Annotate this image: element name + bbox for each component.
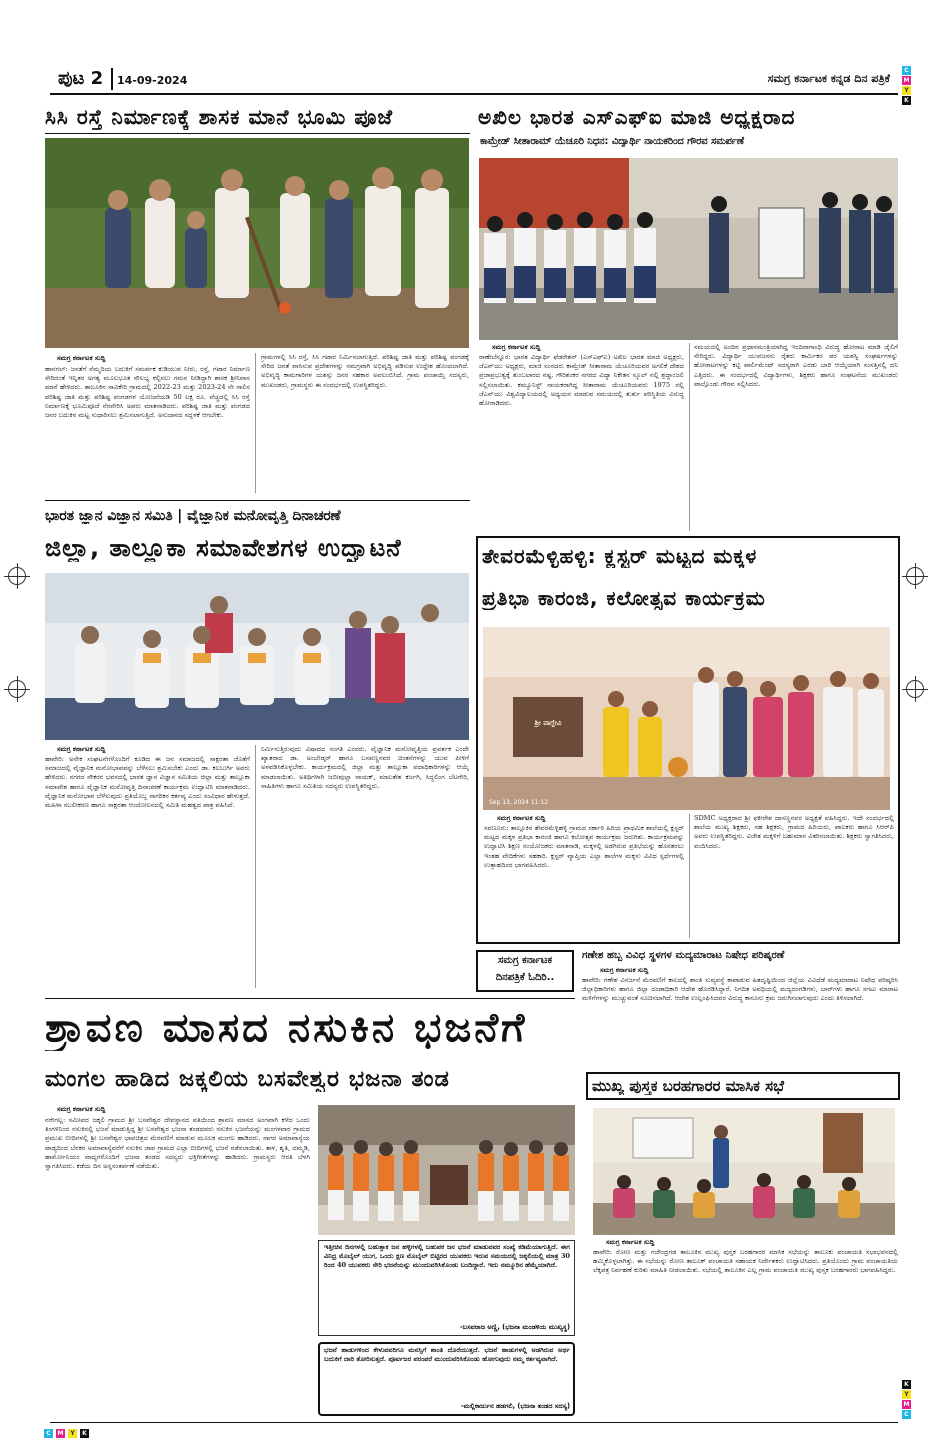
story7-headline: ಮುಖ್ಯ ಪುಸ್ತಕ ಬರಹಗಾರರ ಮಾಸಿಕ ಸಭೆ bbox=[592, 1077, 784, 1095]
story2-col2: ಸಮಯದಲ್ಲಿ ಅಂದಿನ ಪ್ರಧಾನಮಂತ್ರಿಯಾಗಿದ್ದ ಇಂದಿರಾಗಾಂಧಿ ವಿರುದ್ಧ ಹೋರಾಟ ಮಾಡಿ ಜೈಲಿಗೆ ಸೇರಿದ್ದರು. ವಿದ್ಯಾರ್ಥಿ ಯುವಜನರು ರೈತರು ಕಾರ್ಮಿಕರ ಪರ ಯಶಸ್ವಿ ಸಂಘರ್ಷಗಳನ್ನು ಹೋರಾಟಗಳನ್ನು ಕಟ್ಟಿ ಪಾರ್ಲಿಮೆಂಟ್ ಸದಸ್ಯರಾಗಿ ಎರಡು ಬಾರಿ ಆಯ್ಕೆಯಾಗಿ ಸಂಸತ್ತಿನಲ್ಲಿ ದನಿ ಎತ್ತಿದರು. ಈ ಸಂದರ್ಭದಲ್ಲಿ ವಿದ್ಯಾರ್ಥಿಗಳು, ಶಿಕ್ಷಕರು ಹಾಗೂ ಸಂಘಟನೆಯ ಮುಖಂಡರು ಪಾಲ್ಗೊಂಡು ಗೌರವ ಸಲ್ಲಿಸಿದರು. bbox=[694, 343, 898, 388]
story7-body: ಹಾವೇರಿ: ರೋಣ ಮತ್ತು ಗಜೇಂದ್ರಗಡ ತಾಲೂಕಿನ ಮುಖ್ಯ ಪುಸ್ತಕ ಬರಹಗಾರರ ಮಾಸಿಕ ಸಭೆಯನ್ನು ತಾಲೂಕು ಪಂಚಾಯತಿ ಸಭಾಭವನದಲ್ಲಿ ಹಮ್ಮಿಕೊಳ್ಳಲಾಗಿತ್ತು. ಈ ಸಭೆಯನ್ನು ರೋಣ ತಾಲೂಕ್ ಪಂಚಾಯತಿ ಸಹಾಯಕ ನಿರ್ದೇಶಕರು ಉದ್ಘಾಟಿಸಿದರು. ಪ್ರತಿಯೊಂದು ಗ್ರಾಮ ಪಂಚಾಯತಿಯ ಲೆಕ್ಕಪತ್ರ ನಿರ್ವಹಣೆ ಕುರಿತು ಮಾಹಿತಿ ನೀಡಲಾಯಿತು. ಸಭೆಯಲ್ಲಿ ತಾಲೂಕಿನ ಎಲ್ಲ ಗ್ರಾಮ ಪಂಚಾಯತಿ ಮುಖ್ಯ ಪುಸ್ತಕ ಬರಹಗಾರರು ಭಾಗವಹಿಸಿದ್ದರು. bbox=[593, 1248, 898, 1275]
story1-col1: ಹಾನಗಲ್: ಜನತೆಗೆ ನೆಮ್ಮದಿಯ ಬದುಕಿಗೆ ಸಮರ್ಪಕ ಕುಡಿಯುವ ನೀರು, ರಸ್ತೆ, ಗಟಾರ ನಿರ್ಮಾಣ ಸೇರಿದಂತೆ ಇನ್ನಿತರ ಅಗತ್ಯ ಮೂಲಭೂತ ಸೌಲಭ್ಯ ಕಲ್ಪಿಸಲು ಗಮನ ನೀಡಿದ್ದಾಗಿ ಶಾಸಕ ಶ್ರೀನಿವಾಸ ಮಾನೆ ಹೇಳಿದರು. ತಾಲೂಕಿನ ಸಾವಿಕೇರಿ ಗ್ರಾಮದಲ್ಲಿ 2022-23 ಮತ್ತು 2023-24 ನೇ ಸಾಲಿನ ಪರಿಶಿಷ್ಟ ಜಾತಿ ಮತ್ತು ಪರಿಶಿಷ್ಟ ಪಂಗಡಗಳ ಯೋಜನೆಯಡಿ 50 ಲಕ್ಷ ರೂ. ವೆಚ್ಚದಲ್ಲಿ ಸಿಸಿ ರಸ್ತೆ ನಿರ್ಮಾಣಕ್ಕೆ ಭೂಮಿಪೂಜೆ ನೆರವೇರಿಸಿ ಅವರು ಮಾತನಾಡಿದರು. ಪರಿಶಿಷ್ಟ ಜಾತಿ ಮತ್ತು ಪಂಗಡದ ಜನರ ಬದುಕಿನ ಮಟ್ಟ ಸುಧಾರಿಸಲು ಶ್ರಮಿಸಲಾಗುತ್ತಿದೆ. ಅನುದಾನದ ಸದ್ಬಳಕೆ ಆಗಬೇಕು. bbox=[45, 365, 250, 420]
story1-col2: ಗ್ರಾಮಗಳಲ್ಲಿ ಸಿಸಿ ರಸ್ತೆ, ಸಿಸಿ ಗಟಾರ ನಿರ್ಮಿಸಲಾಗುತ್ತಿದೆ. ಪರಿಶಿಷ್ಟ ಜಾತಿ ಮತ್ತು ಪರಿಶಿಷ್ಟ ಪಂಗಡಕ್ಕೆ ಸೇರಿದ ಜನತೆ ವಾಸಿಸುವ ಪ್ರದೇಶಗಳನ್ನು ಸಮಗ್ರವಾಗಿ ಅಭಿವೃದ್ಧಿ ಪಡಿಸುವ ಉದ್ದೇಶ ಹೊಂದಲಾಗಿದೆ. ಅಭಿವೃದ್ಧಿ ಕಾಮಗಾರಿಗಳ ಯಶಸ್ಸು ಜನರ ಸಹಕಾರ ಅವಲಂಬಿಸಿದೆ. ಗ್ರಾಮ ಪಂಚಾಯ್ತಿ ಸದಸ್ಯರು, ಮುಖಂಡರು, ಗ್ರಾಮಸ್ಥರು ಈ ಸಂದರ್ಭದಲ್ಲಿ ಉಪಸ್ಥಿತರಿದ್ದರು. bbox=[261, 353, 469, 389]
registration-mark-left bbox=[8, 567, 26, 585]
registration-mark-left-2 bbox=[8, 680, 26, 698]
cmyk-m-bottom: M bbox=[903, 1401, 910, 1408]
story2-byline: ಸಮಗ್ರ ಕರ್ನಾಟಕ ಸುದ್ದಿ bbox=[492, 343, 541, 351]
story6-photo bbox=[318, 1105, 575, 1235]
cmyk-m: M bbox=[903, 77, 910, 84]
cmyk-c-bottom: C bbox=[902, 1410, 911, 1419]
promo-line-2: ದಿನಪತ್ರಿಕೆ ಓದಿರಿ.. bbox=[495, 972, 555, 983]
story1-byline: ಸಮಗ್ರ ಕರ್ನಾಟಕ ಸುದ್ದಿ bbox=[57, 354, 106, 362]
story5-body: ಹಾವೇರಿ: ಗಣೇಶ ವಿಸರ್ಜನೆ ಮೆರವಣಿಗೆ ಕಾಲದಲ್ಲಿ ಶಾಂತಿ ಸುವ್ಯವಸ್ಥೆ ಕಾಪಾಡುವ ಹಿತದೃಷ್ಟಿಯಿಂದ ಜಿಲ್ಲೆಯ ವಿವಿಧೆಡೆ ಮದ್ಯಮಾರಾಟ ನಿಷೇಧ ಪರಿಷ್ಕರಿಸಿ ಜಿಲ್ಲಾಧಿಕಾರಿಗಳು ಹಾಗೂ ಜಿಲ್ಲಾ ದಂಡಾಧಿಕಾರಿ ಆದೇಶ ಹೊರಡಿಸಿದ್ದಾರೆ. ನಿಗದಿತ ಅವಧಿಯಲ್ಲಿ ಮದ್ಯದಂಗಡಿಗಳು, ಬಾರ್‌ಗಳು ಹಾಗೂ ಸಗಟು ಮಾರಾಟ ಮಳಿಗೆಗಳನ್ನು ಮುಚ್ಚುವಂತೆ ಸೂಚಿಸಲಾಗಿದೆ. ಆದೇಶ ಉಲ್ಲಂಘಿಸಿದವರ ವಿರುದ್ಧ ಕಾನೂನು ಕ್ರಮ ಜರುಗಿಸಲಾಗುವುದು ಎಂದು ತಿಳಿಸಲಾಗಿದೆ. bbox=[582, 976, 898, 1003]
story6-headline-2: ಮಂಗಲ ಹಾಡಿದ ಜಕ್ಕಲಿಯ ಬಸವೇಶ್ವರ ಭಜನಾ ತಂಡ bbox=[45, 1066, 450, 1092]
story6-quote1: ಇತ್ತೀಚಿನ ದಿನಗಳಲ್ಲಿ ಬಹುತ್ತಾಕ ಜನ ಹಳ್ಳಿಗಳಲ್ಲಿ ಬಹುಪಕ ಜನ ಭಜನೆ ಮಾಡುವವರ ಸಂಖ್ಯೆ ಕಡಿಮೆಯಾಗುತ್ತಿದೆ. ಈಗ ವಿನಿಧ್ರ ಮೊಬೈಲ್ ಯುಗ, ಒಂದು ಕ್ಷಣ ಮೊಬೈಲ್ ಬಿಟ್ಟಿರದ ಯುವಕರು ಇರುವ ಸಮಯದಲ್ಲಿ ಜಕ್ಕಲಿಯಲ್ಲಿ ಮಾತ್ರ 30 ರಿಂದ 40 ಯುವಕರು ಸೇರಿ ಭಜನೆಯನ್ನು ಮುಂದುವರಿಸಿಕೊಂಡು ಬಂದಿದ್ದಾರೆ. ಇದು ನಮ್ಮೂರಿನ ಹೆಮ್ಮೆಯಾಗಿದೆ. bbox=[324, 1243, 570, 1270]
registration-mark-right-2 bbox=[906, 680, 924, 698]
masthead-rule bbox=[50, 93, 898, 95]
story1-photo bbox=[45, 138, 469, 348]
story7-photo bbox=[593, 1108, 895, 1235]
story5-headline: ಗಣೇಶ ಹಬ್ಬ ವಿವಿಧ ಸ್ಥಳಗಳ ಮದ್ಯಮಾರಾಟ ನಿಷೇಧ ಪರಿಷ್ಕರಣೆ bbox=[582, 950, 785, 961]
story6-headline-1: ಶ್ರಾವಣ ಮಾಸದ ನಸುಕಿನ ಭಜನೆಗೆ bbox=[45, 1005, 528, 1051]
story6-body: ನರೇಗಲ್ಲ: ಸಮೀಪದ ಜಕ್ಕಲಿ ಗ್ರಾಮದ ಶ್ರೀ ಬಸವೇಶ್ವರ ದೇವಸ್ಥಾನದ ವತಿಯಿಂದ ಶ್ರಾವಣ ಮಾಸದ ಅಂಗವಾಗಿ ಕಳೆದ ಒಂದು ತಿಂಗಳಿನಿಂದ ನಸುಕಿನಲ್ಲಿ ಭಜನೆ ಮಾಡುತ್ತಿದ್ದ ಶ್ರೀ ಬಸವೇಶ್ವರ ಭಜನಾ ತಂಡದವರು ನಸುಕಿನ ಭಜನೆಯನ್ನು ಮಂಗಳವಾರ ಗ್ರಾಮದ ಪ್ರಮುಖ ಬೀದಿಗಳಲ್ಲಿ ಶ್ರೀ ಬಸವೇಶ್ವರ ಭಾವಚಿತ್ರದ ಮೆರವಣಿಗೆ ಮಾಡುವ ಮೂಲಕ ಮಂಗಲ ಹಾಡಿದರು. ನಾಗರ ಅಮಾವಾಸ್ಯೆಯ ಪಾಡ್ಯದಿಂದ ಬೆನಕನ ಅಮಾವಾಸ್ಯೆವರೆಗೆ ನಸುಕಿನ ಜಾವ ಗ್ರಾಮದ ಎಲ್ಲಾ ಬೀದಿಗಳಲ್ಲಿ ಭಜನೆ ನಡೆಸಲಾಯಿತು. ತಾಳ, ಶೃತಿ, ದಮ್ಮಡಿ, ಹಾರ್ಮೋನಿಯಂ ವಾದ್ಯಗಳೊಂದಿಗೆ ಭಜನಾ ತಂಡದ ಸದಸ್ಯರು ಭಕ್ತಿಗೀತೆಗಳನ್ನು ಹಾಡಿದರು. ಗ್ರಾಮಸ್ಥರು ಆರತಿ ಬೆಳಗಿ ಸ್ವಾಗತಿಸಿದರು. ಕಡೆಯ ದಿನ ಅನ್ನಸಂತರ್ಪಣೆ ನಡೆಯಿತು. bbox=[45, 1116, 310, 1171]
story4-col1: ಸವಣೂರು: ತಾಲ್ಲೂಕಿನ ತೇವರಮೆಳ್ಳಿಹಳ್ಳಿ ಗ್ರಾಮದ ಸರ್ಕಾರಿ ಹಿರಿಯ ಪ್ರಾಥಮಿಕ ಶಾಲೆಯಲ್ಲಿ ಕ್ಲಸ್ಟರ್ ಮಟ್ಟದ ಮಕ್ಕಳ ಪ್ರತಿಭಾ ಕಾರಂಜಿ ಹಾಗೂ ಕಲೋತ್ಸವ ಕಾರ್ಯಕ್ರಮ ಜರುಗಿತು. ಕಾರ್ಯಕ್ರಮವನ್ನು ಉದ್ಘಾಟಿಸಿ ಶಿಕ್ಷಣ ಸಂಯೋಜಕರು ಮಾತನಾಡಿ, ಮಕ್ಕಳಲ್ಲಿ ಅಡಗಿರುವ ಪ್ರತಿಭೆಯನ್ನು ಹೊರತರಲು ಇಂತಹ ವೇದಿಕೆಗಳು ಸಹಕಾರಿ. ಕ್ಲಸ್ಟರ್ ವ್ಯಾಪ್ತಿಯ ಎಲ್ಲಾ ಶಾಲೆಗಳ ಮಕ್ಕಳು ವಿವಿಧ ಸ್ಪರ್ಧೆಗಳಲ್ಲಿ ಉತ್ಸಾಹದಿಂದ ಭಾಗವಹಿಸಿದರು. bbox=[484, 824, 684, 869]
cmyk-y-left: Y bbox=[68, 1429, 77, 1438]
story3-byline: ಸಮಗ್ರ ಕರ್ನಾಟಕ ಸುದ್ದಿ bbox=[57, 745, 106, 753]
cmyk-k-left: K bbox=[80, 1429, 89, 1438]
story6-quote1-attribution: -ಬಸವರಾಜ ಅಣ್ಣಿ, (ಭಜನಾ ಮಂಡಳಿಯ ಮುಖ್ಯಸ್ಥ) bbox=[459, 1323, 570, 1331]
story4-col2: SDMC ಅಧ್ಯಕ್ಷರಾದ ಶ್ರೀ ಫಕೀರೇಶ ದಾಸಣ್ಣನವರ ಅಧ್ಯಕ್ಷತೆ ವಹಿಸಿದ್ದರು. ಇದೇ ಸಂದರ್ಭದಲ್ಲಿ ಶಾಲೆಯ ಮುಖ್ಯ ಶಿಕ್ಷಕರು, ಸಹ ಶಿಕ್ಷಕರು, ಗ್ರಾಮದ ಹಿರಿಯರು, ಪಾಲಕರು ಹಾಗೂ ಸಿಆರ್‌ಪಿ ಅವರು ಉಪಸ್ಥಿತರಿದ್ದರು. ವಿಜೇತ ಮಕ್ಕಳಿಗೆ ಬಹುಮಾನ ವಿತರಿಸಲಾಯಿತು. ಶಿಕ್ಷಕರು ಸ್ವಾಗತಿಸಿದರು, ವಂದಿಸಿದರು. bbox=[694, 814, 894, 850]
cmyk-y: Y bbox=[902, 86, 911, 95]
story6-quote2-attribution: -ಮಲ್ಲಿಕಾರ್ಜುನ ಹಡಗಲಿ, (ಭಜನಾ ತಂಡದ ಸದಸ್ಯ) bbox=[460, 1402, 570, 1410]
story2-photo bbox=[479, 158, 898, 340]
story6-quote2: ಭಜನೆ ಹಾಡುಗಳಿಂದ ಕೇಳುವವರಿಗೂ ಮನಸ್ಸಿಗೆ ಶಾಂತಿ ದೊರೆಯುತ್ತದೆ. ಭಜನೆ ಹಾಡುಗಳಲ್ಲಿ ಅಡಗಿರುವ ಅರ್ಥ ಬದುಕಿಗೆ ದಾರಿ ತೋರಿಸುತ್ತದೆ. ಪೂರ್ವಜರ ಪರಂಪರೆ ಮುಂದುವರಿಸಿಕೊಂಡು ಹೋಗುವುದು ನಮ್ಮ ಕರ್ತವ್ಯವಾಗಿದೆ. bbox=[324, 1346, 570, 1364]
cmyk-c-left: C bbox=[44, 1429, 53, 1438]
story5-byline: ಸಮಗ್ರ ಕರ್ನಾಟಕ ಸುದ್ದಿ bbox=[600, 966, 649, 974]
registration-mark-right bbox=[906, 567, 924, 585]
story3-photo bbox=[45, 573, 469, 740]
story4-byline: ಸಮಗ್ರ ಕರ್ನಾಟಕ ಸುದ್ದಿ bbox=[497, 814, 546, 822]
cmyk-m-left: M bbox=[57, 1430, 64, 1437]
story2-subhead: ಕಾಮ್ರೇಡ್ ಸೀತಾರಾಮ್ ಯೆಚೂರಿ ನಿಧನ: ವಿದ್ಯಾರ್ಥಿ ನಾಯಕರಿಂದ ಗೌರವ ಸಮರ್ಪಣೆ bbox=[480, 136, 744, 147]
paper-name: ಸಮಗ್ರ ಕರ್ನಾಟಕ ಕನ್ನಡ ದಿನ ಪತ್ರಿಕೆ bbox=[767, 72, 890, 85]
cmyk-y-bottom: Y bbox=[902, 1390, 911, 1399]
promo-line-1: ಸಮಗ್ರ ಕರ್ನಾಟಕ bbox=[498, 955, 552, 966]
story4-photo bbox=[483, 627, 890, 810]
story2-col1: ರಾಣೇಬೆನ್ನೂರ: ಭಾರತ ವಿದ್ಯಾರ್ಥಿ ಫೆಡರೇಶನ್ (ಎಸ್‌ಎಫ್‌ಐ) ಅಖಿಲ ಭಾರತ ಮಾಜಿ ಅಧ್ಯಕ್ಷರು, ಜೆಎನ್‌ಯು ಅಧ್ಯಕ್ಷರು, ಮಾಜಿ ಸಂಸದರು ಕಾಮ್ರೇಡ್ ಸೀತಾರಾಮ ಯೆಚೂರಿಯವರ ಅಗಲಿಕೆ ದೇಶದ ಪ್ರಜಾಪ್ರಭುತ್ವಕ್ಕೆ ತುಂಬಲಾರದ ನಷ್ಟ. ಗೌರಿಶಂಕರ ನಗರದ ವಿದ್ಯಾ ನಿಕೇತನ ಸ್ಕೂಲ್ ನಲ್ಲಿ ಶ್ರದ್ಧಾಂಜಲಿ ಸಲ್ಲಿಸಲಾಯಿತು. ಕಮ್ಯೂನಿಸ್ಟ್ ನಾಯಕರಾಗಿದ್ದ ಸೀತಾರಾಮ ಯೆಚೂರಿಯವರು 1975 ರಲ್ಲಿ ಜೆಎನ್‌ಯು ವಿಶ್ವವಿದ್ಯಾಲಯದಲ್ಲಿ ಅಧ್ಯಯನ ಮಾಡುವ ಸಮಯದಲ್ಲಿ ತುರ್ತು ಪರಿಸ್ಥಿತಿಯ ವಿರುದ್ಧ ಹೋರಾಡಿದರು. bbox=[479, 353, 684, 408]
page-date: 14-09-2024 bbox=[117, 74, 188, 87]
story2-headline: ಅಖಿಲ ಭಾರತ ಎಸ್‌ಎಫ್‌ಐ ಮಾಜಿ ಅಧ್ಯಕ್ಷರಾದ bbox=[478, 105, 796, 129]
masthead-divider bbox=[111, 68, 113, 90]
story4-banner-text: ಶ್ರೀ ವಾಗ್ದೇವಿ bbox=[534, 719, 562, 727]
story7-byline: ಸಮಗ್ರ ಕರ್ನಾಟಕ ಸುದ್ದಿ bbox=[606, 1238, 655, 1246]
cmyk-c: C bbox=[902, 66, 911, 75]
story4-photo-timestamp: Sep 13, 2024 11:12 bbox=[489, 799, 549, 806]
story4-headline-2: ಪ್ರತಿಭಾ ಕಾರಂಜಿ, ಕಲೋತ್ಸವ ಕಾರ್ಯಕ್ರಮ bbox=[482, 586, 766, 610]
story3-col1: ಹಾವೇರಿ: ಅನೇಕ ಸಂಘಟನೆಗಳೊಂದಿಗೆ ಕೂಡಿದ ಈ ಜನ ಸಮಾಜದಲ್ಲಿ ಸಾಕ್ಷರತಾ ಜೊತೆಗೆ ಸಮಾಜದಲ್ಲಿ ವೈಜ್ಞಾನಿಕ ಮನೋಭಾವವನ್ನು ಬೆಳೆಸಲು ಶ್ರಮಿಸಬೇಕು ಎಂದು ಡಾ. ಕಲಬುರ್ಗಿ ಅವರು ಹೇಳಿದರು. ನಗರದ ನೌಕರರ ಭವನದಲ್ಲಿ ಭಾರತ ಜ್ಞಾನ ವಿಜ್ಞಾನ ಸಮಿತಿಯ ಜಿಲ್ಲಾ ಮತ್ತು ತಾಲ್ಲೂಕಾ ಸಮಾವೇಶ ಹಾಗೂ ವೈಜ್ಞಾನಿಕ ಮನೋವೃತ್ತಿ ದಿನಾಚರಣೆ ಕಾರ್ಯಕ್ರಮ ಉದ್ಘಾಟಿಸಿ ಮಾತನಾಡಿದರು. ವೈಜ್ಞಾನಿಕ ಮನೋಭಾವ ಬೆಳೆಸುವುದು ಪ್ರತಿಯೊಬ್ಬ ನಾಗರಿಕನ ಕರ್ತವ್ಯ ಎಂದು ಸಂವಿಧಾನ ಹೇಳುತ್ತದೆ. ಮಹಿಳಾ ಸಬಲೀಕರಣ ಹಾಗೂ ಸಾಕ್ಷರತಾ ಆಂದೋಲನದಲ್ಲಿ ಸಮಿತಿ ಮಹತ್ವದ ಪಾತ್ರ ವಹಿಸಿದೆ. bbox=[45, 755, 250, 810]
story6-byline: ಸಮಗ್ರ ಕರ್ನಾಟಕ ಸುದ್ದಿ bbox=[57, 1105, 106, 1113]
cmyk-k: K bbox=[902, 96, 911, 105]
story3-kicker: ಭಾರತ ಜ್ಞಾನ ವಿಜ್ಞಾನ ಸಮಿತಿ | ವೈಜ್ಞಾನಿಕ ಮನೋವೃತ್ತಿ ದಿನಾಚರಣೆ bbox=[45, 508, 341, 524]
story3-headline: ಜಿಲ್ಲಾ, ತಾಲ್ಲೂಕಾ ಸಮಾವೇಶಗಳ ಉದ್ಘಾಟನೆ bbox=[45, 534, 402, 562]
cmyk-k-bottom: K bbox=[902, 1380, 911, 1389]
story1-headline: ಸಿಸಿ ರಸ್ತೆ ನಿರ್ಮಾಣಕ್ಕೆ ಶಾಸಕ ಮಾನೆ ಭೂಮಿ ಪೂಜೆ bbox=[45, 105, 394, 129]
story4-headline-1: ತೇವರಮೆಳ್ಳಿಹಳ್ಳಿ: ಕ್ಲಸ್ಟರ್ ಮಟ್ಟದ ಮಕ್ಕಳ bbox=[482, 544, 758, 568]
page-number: ಪುಟ 2 bbox=[58, 68, 104, 89]
story3-col2: ನಿರ್ಮಿಸುತ್ತಿರುವುದು ವಿಷಾದದ ಸಂಗತಿ ಎಂದರು. ವೈಜ್ಞಾನಿಕ ಮನೋವೃತ್ತಿಯ ಪ್ರವರ್ತಕ ಎಂದೇ ಖ್ಯಾತರಾದ ಡಾ. ಅಂಬೇಡ್ಕರ್ ಹಾಗೂ ಬಸವಣ್ಣನವರ ಚಿಂತನೆಗಳನ್ನು ಯುವ ಪೀಳಿಗೆ ಅಳವಡಿಸಿಕೊಳ್ಳಬೇಕು. ಕಾರ್ಯಕ್ರಮದಲ್ಲಿ ಜಿಲ್ಲಾ ಮತ್ತು ತಾಲ್ಲೂಕಾ ಪದಾಧಿಕಾರಿಗಳನ್ನು ಆಯ್ಕೆ ಮಾಡಲಾಯಿತು. ಅತಿಥಿಗಳಾಗಿ ಜಬೀವುಲ್ಲಾ ನಾಯಕ್, ಮಾಲತೇಶ ಕರ್ಜಗಿ, ಸಿದ್ಧಲಿಂಗ ಬೆಟಗೇರಿ, ಸಾಹಿತಿಗಳು ಹಾಗೂ ಸಮಿತಿಯ ಸದಸ್ಯರು ಉಪಸ್ಥಿತರಿದ್ದರು. bbox=[261, 745, 469, 790]
